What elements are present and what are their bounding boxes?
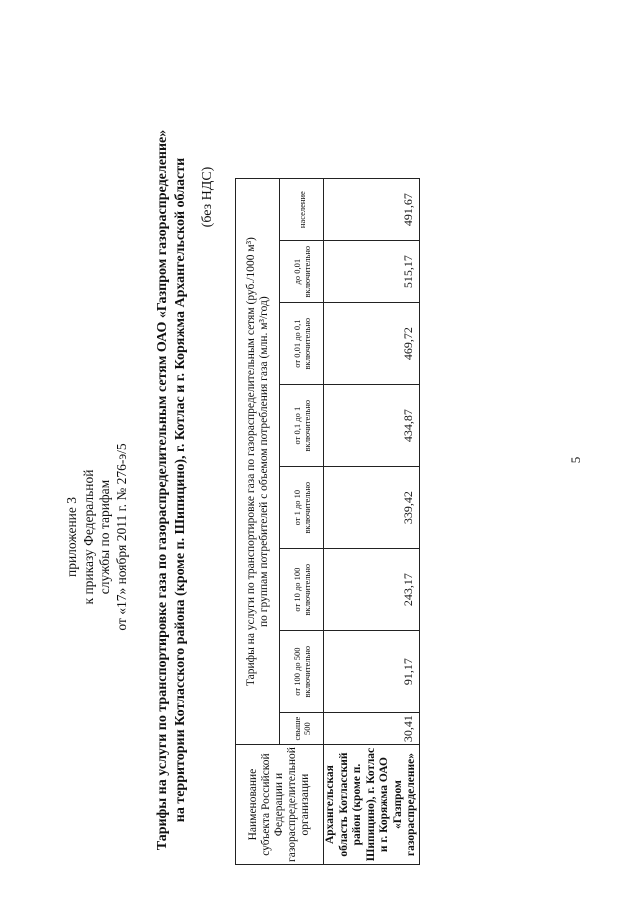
page-number: 5 (568, 456, 583, 464)
column-header: от 100 до 500 включительно (280, 631, 324, 713)
column-header: от 10 до 100 включительно (280, 549, 324, 631)
column-header: от 0,1 до 1 включительно (280, 385, 324, 467)
header-line: к приказу Федеральной (80, 469, 96, 605)
tariff-value: 434,87 (324, 385, 420, 467)
column-header: от 1 до 10 включительно (280, 467, 324, 549)
tariff-group-header (236, 179, 280, 745)
title-line-2: на территории Котласского района (кроме п. Шипицино), г. Котлас и г. Коряжма Архангельской области (173, 157, 188, 823)
tariff-value: 491,67 (324, 179, 420, 241)
tariff-table (235, 178, 420, 865)
tariff-value: 469,72 (324, 303, 420, 385)
organization-name: Архангельская область Котласский район (кроме п. Шипицино), г. Котлас и г. Коряжма ОАО «Газпром газораспределение» (324, 745, 420, 865)
tariff-value: 91,17 (324, 631, 420, 713)
title-line-1: Тарифы на услуги по транспортировке газа по газораспределительным сетям ОАО «Газпром газораспределение» (155, 129, 170, 851)
column-header: население (280, 179, 324, 241)
column-header: от 0,01 до 0,1 включительно (280, 303, 324, 385)
tariff-value: 339,42 (324, 467, 420, 549)
header-line: от «17» ноября 2011 г. № 276-э/5 (113, 443, 129, 631)
tariff-header-line-1: Тарифы на услуги по транспортировке газа по газораспределительным сетям (руб./1000 м³) (244, 237, 257, 687)
tariff-header-line-2: по группам потребителей с объемом потребления газа (млн. м³/год) (257, 296, 270, 627)
tariff-value: 515,17 (324, 241, 420, 303)
tariff-value: 243,17 (324, 549, 420, 631)
subject-column-header: Наименование субъекта Российской Федерации и газораспределительной организации (236, 745, 324, 865)
tariff-value: 30,41 (324, 713, 420, 745)
order-reference (64, 427, 130, 647)
column-header: до 0,01 включительно (280, 241, 324, 303)
document-title (154, 115, 190, 865)
column-header: свыше 500 (280, 713, 324, 745)
header-line: службы по тарифам (97, 479, 112, 595)
vat-note: (без НДС) (200, 166, 215, 228)
header-line: приложение 3 (64, 496, 79, 578)
